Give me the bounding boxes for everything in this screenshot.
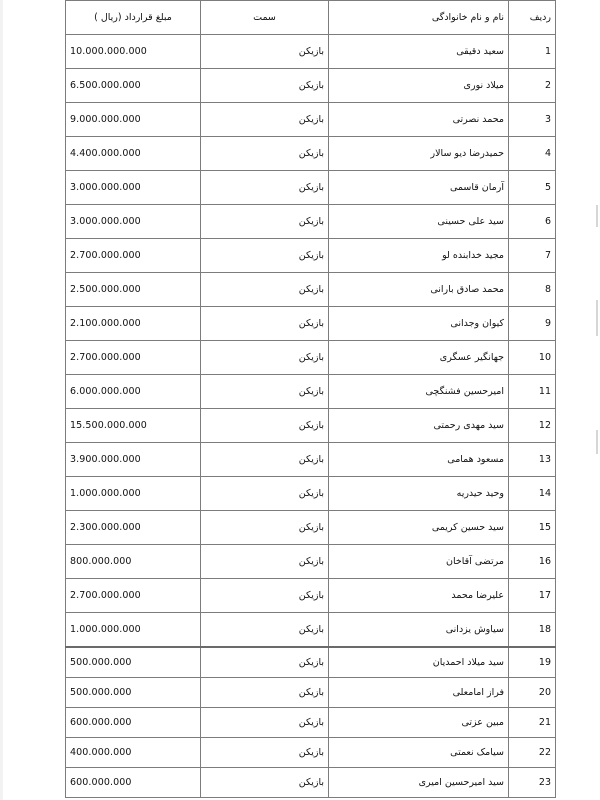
header-full-name: نام و نام خانوادگی — [329, 1, 509, 35]
player-name-cell: فراز امامعلی — [329, 678, 509, 708]
table-row — [66, 678, 556, 708]
position-cell: بازیکن — [201, 738, 329, 768]
player-name-cell: محمد صادق بارانی — [329, 273, 509, 307]
table-row — [66, 69, 556, 103]
player-name-cell: سعید دقیقی — [329, 35, 509, 69]
row-number-cell: 23 — [509, 768, 556, 798]
table-row — [66, 443, 556, 477]
position-cell: بازیکن — [201, 708, 329, 738]
contract-amount-cell: 500.000.000 — [66, 647, 201, 678]
table-row — [66, 307, 556, 341]
row-number-cell: 18 — [509, 613, 556, 648]
contract-amount-cell: 4.400.000.000 — [66, 137, 201, 171]
table-row — [66, 205, 556, 239]
contract-amount-cell: 400.000.000 — [66, 738, 201, 768]
contract-amount-cell: 10.000.000.000 — [66, 35, 201, 69]
contract-amount-cell: 600.000.000 — [66, 768, 201, 798]
player-name-cell: جهانگیر عسگری — [329, 341, 509, 375]
player-name-cell: علیرضا محمد — [329, 579, 509, 613]
table-row — [66, 579, 556, 613]
edge-mark — [596, 430, 598, 454]
row-number-cell: 2 — [509, 69, 556, 103]
table-row — [66, 708, 556, 738]
player-name-cell: وحید حیدریه — [329, 477, 509, 511]
table-row — [66, 409, 556, 443]
row-number-cell: 1 — [509, 35, 556, 69]
contract-amount-cell: 9.000.000.000 — [66, 103, 201, 137]
position-cell: بازیکن — [201, 511, 329, 545]
contract-amount-cell: 2.700.000.000 — [66, 341, 201, 375]
contract-amount-cell: 3.900.000.000 — [66, 443, 201, 477]
position-cell: بازیکن — [201, 205, 329, 239]
contract-amount-cell: 1.000.000.000 — [66, 613, 201, 648]
contract-amount-cell: 600.000.000 — [66, 708, 201, 738]
position-cell: بازیکن — [201, 375, 329, 409]
table-body — [66, 35, 556, 798]
contract-amount-cell: 2.300.000.000 — [66, 511, 201, 545]
row-number-cell: 5 — [509, 171, 556, 205]
position-cell: بازیکن — [201, 171, 329, 205]
row-number-cell: 19 — [509, 647, 556, 678]
table-row — [66, 273, 556, 307]
contract-amount-cell: 6.500.000.000 — [66, 69, 201, 103]
table-row — [66, 103, 556, 137]
position-cell: بازیکن — [201, 137, 329, 171]
contract-amount-cell: 3.000.000.000 — [66, 205, 201, 239]
player-name-cell: حمیدرضا دیو سالار — [329, 137, 509, 171]
player-name-cell: سید مهدی رحمتی — [329, 409, 509, 443]
row-number-cell: 4 — [509, 137, 556, 171]
player-name-cell: آرمان قاسمی — [329, 171, 509, 205]
header-row-number: ردیف — [509, 1, 556, 35]
table-row — [66, 768, 556, 798]
player-name-cell: سید حسین کریمی — [329, 511, 509, 545]
player-name-cell: امیرحسین فشنگچی — [329, 375, 509, 409]
edge-mark — [596, 205, 598, 227]
contract-amount-cell: 500.000.000 — [66, 678, 201, 708]
position-cell: بازیکن — [201, 307, 329, 341]
position-cell: بازیکن — [201, 409, 329, 443]
row-number-cell: 7 — [509, 239, 556, 273]
row-number-cell: 15 — [509, 511, 556, 545]
position-cell: بازیکن — [201, 443, 329, 477]
contract-amount-cell: 800.000.000 — [66, 545, 201, 579]
position-cell: بازیکن — [201, 69, 329, 103]
row-number-cell: 12 — [509, 409, 556, 443]
position-cell: بازیکن — [201, 678, 329, 708]
row-number-cell: 16 — [509, 545, 556, 579]
player-name-cell: سید امیرحسین امیری — [329, 768, 509, 798]
position-cell: بازیکن — [201, 35, 329, 69]
table-row — [66, 375, 556, 409]
table-row — [66, 239, 556, 273]
edge-mark — [596, 300, 598, 336]
player-name-cell: مبین عزتی — [329, 708, 509, 738]
table-row — [66, 35, 556, 69]
row-number-cell: 13 — [509, 443, 556, 477]
table-row — [66, 137, 556, 171]
position-cell: بازیکن — [201, 647, 329, 678]
player-name-cell: مسعود همامی — [329, 443, 509, 477]
position-cell: بازیکن — [201, 273, 329, 307]
player-name-cell: مجید خدابنده لو — [329, 239, 509, 273]
contract-amount-cell: 3.000.000.000 — [66, 171, 201, 205]
contract-amount-cell: 1.000.000.000 — [66, 477, 201, 511]
player-name-cell: سید علی حسینی — [329, 205, 509, 239]
contract-amount-cell: 6.000.000.000 — [66, 375, 201, 409]
contract-amount-cell: 2.100.000.000 — [66, 307, 201, 341]
player-name-cell: سید میلاد احمدیان — [329, 647, 509, 678]
contract-amount-cell: 2.700.000.000 — [66, 579, 201, 613]
table-row — [66, 545, 556, 579]
header-position: سمت — [201, 1, 329, 35]
row-number-cell: 9 — [509, 307, 556, 341]
table-row — [66, 738, 556, 768]
player-name-cell: میلاد نوری — [329, 69, 509, 103]
table-row — [66, 613, 556, 648]
position-cell: بازیکن — [201, 341, 329, 375]
position-cell: بازیکن — [201, 613, 329, 648]
row-number-cell: 11 — [509, 375, 556, 409]
contract-amount-cell: 2.700.000.000 — [66, 239, 201, 273]
row-number-cell: 22 — [509, 738, 556, 768]
row-number-cell: 8 — [509, 273, 556, 307]
player-name-cell: مرتضی آقاخان — [329, 545, 509, 579]
header-contract-amount: مبلغ قرارداد (ریال ) — [66, 1, 201, 35]
player-name-cell: محمد نصرتی — [329, 103, 509, 137]
header-row — [66, 1, 556, 35]
position-cell: بازیکن — [201, 103, 329, 137]
table-row — [66, 341, 556, 375]
page-edge-shade — [0, 0, 3, 800]
position-cell: بازیکن — [201, 477, 329, 511]
position-cell: بازیکن — [201, 768, 329, 798]
row-number-cell: 6 — [509, 205, 556, 239]
player-name-cell: کیوان وجدانی — [329, 307, 509, 341]
table-row — [66, 511, 556, 545]
table-row — [66, 647, 556, 678]
contract-amount-cell: 2.500.000.000 — [66, 273, 201, 307]
row-number-cell: 21 — [509, 708, 556, 738]
player-name-cell: سیاوش یزدانی — [329, 613, 509, 648]
table-row — [66, 171, 556, 205]
table-row — [66, 477, 556, 511]
player-name-cell: سیامک نعمتی — [329, 738, 509, 768]
row-number-cell: 20 — [509, 678, 556, 708]
contracts-table — [65, 0, 556, 798]
position-cell: بازیکن — [201, 545, 329, 579]
position-cell: بازیکن — [201, 239, 329, 273]
contract-amount-cell: 15.500.000.000 — [66, 409, 201, 443]
position-cell: بازیکن — [201, 579, 329, 613]
row-number-cell: 3 — [509, 103, 556, 137]
row-number-cell: 14 — [509, 477, 556, 511]
row-number-cell: 10 — [509, 341, 556, 375]
row-number-cell: 17 — [509, 579, 556, 613]
